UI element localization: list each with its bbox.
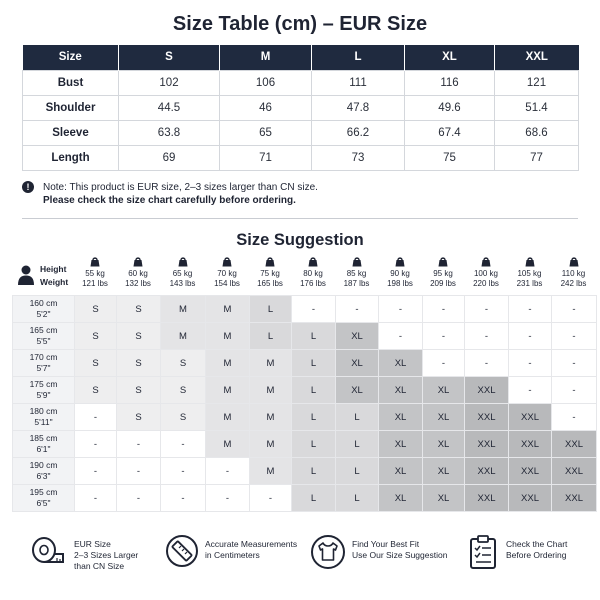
person-icon [16, 264, 36, 286]
size-suggestion-cell: L [292, 458, 336, 485]
table-cell: 49.6 [405, 95, 495, 120]
size-header-s: S [119, 45, 220, 70]
weight-icon [178, 256, 188, 267]
size-suggestion-cell: S [161, 350, 206, 377]
size-suggestion-cell: S [117, 323, 161, 350]
height-label-cell [13, 377, 75, 404]
size-suggestion-cell: - [509, 323, 552, 350]
size-suggestion-cell: M [161, 296, 206, 323]
size-table-header-row [23, 45, 579, 70]
weight-label: Weight [40, 277, 69, 287]
size-suggestion-cell: L [292, 350, 336, 377]
feature-text: Accurate Measurements [205, 539, 298, 549]
clipboard-checklist-icon [468, 534, 498, 570]
section-divider [22, 218, 578, 219]
weight-lbs: 231 lbs [516, 279, 543, 288]
size-suggestion-cell: - [206, 458, 250, 485]
suggestion-row [13, 377, 597, 404]
size-suggestion-cell: L [250, 323, 292, 350]
weight-lbs: 165 lbs [257, 279, 283, 288]
weight-column-header [292, 256, 334, 289]
size-suggestion-cell: S [161, 404, 206, 431]
feature-text: than CN Size [74, 561, 125, 571]
height-label: Height [40, 264, 67, 274]
measuring-tape-icon [30, 534, 66, 570]
suggestion-row [13, 323, 597, 350]
feature-text: Before Ordering [506, 550, 567, 560]
size-suggestion-cell: XL [423, 377, 465, 404]
size-suggestion-cell: XL [379, 404, 423, 431]
size-suggestion-cell: - [75, 458, 117, 485]
weight-icon [265, 256, 275, 267]
row-label: Length [23, 145, 119, 170]
size-suggestion-cell: - [336, 296, 379, 323]
size-suggestion-cell: XL [379, 377, 423, 404]
table-cell: 111 [312, 70, 405, 95]
weight-column-header [249, 256, 291, 289]
size-suggestion-cell: M [250, 404, 292, 431]
size-suggestion-cell: L [292, 404, 336, 431]
size-suggestion-cell: XL [423, 404, 465, 431]
size-suggestion-cell: XL [379, 485, 423, 512]
size-suggestion-cell: - [552, 323, 597, 350]
size-suggestion-cell: M [206, 377, 250, 404]
size-table-row [23, 95, 579, 120]
size-suggestion-cell: - [552, 377, 597, 404]
weight-icon [352, 256, 362, 267]
table-cell: 77 [495, 145, 579, 170]
size-suggestion-cell: M [206, 404, 250, 431]
weight-icon [525, 256, 535, 267]
row-label: Shoulder [23, 95, 119, 120]
weight-icon [308, 256, 318, 267]
size-suggestion-cell: L [336, 485, 379, 512]
height-label-cell [13, 431, 75, 458]
height-cm: 160 cm [29, 298, 58, 308]
feature-text: Find Your Best Fit [352, 539, 420, 549]
suggestion-row [13, 296, 597, 323]
table-cell: 69 [119, 145, 220, 170]
row-label: Sleeve [23, 120, 119, 145]
size-suggestion-cell: L [292, 431, 336, 458]
weight-lbs: 187 lbs [343, 279, 370, 288]
table-cell: 68.6 [495, 120, 579, 145]
size-suggestion-cell: L [336, 458, 379, 485]
size-suggestion-cell: XXL [552, 485, 597, 512]
size-suggestion-cell: - [75, 404, 117, 431]
note-line-1: Note: This product is EUR size, 2–3 sizes larger than CN size. [43, 182, 318, 193]
weight-column-header [74, 256, 116, 289]
size-header-m: M [220, 45, 312, 70]
size-suggestion-cell: L [292, 377, 336, 404]
size-suggestion-cell: S [75, 296, 117, 323]
size-suggestion-cell: L [336, 404, 379, 431]
size-suggestion-cell: M [250, 377, 292, 404]
suggestion-row [13, 350, 597, 377]
size-suggestion-cell: - [552, 404, 597, 431]
feature-check-chart [468, 534, 593, 574]
size-suggestion-cell: - [509, 377, 552, 404]
feature-text: in Centimeters [205, 550, 260, 560]
suggestion-row [13, 404, 597, 431]
size-suggestion-cell: - [206, 485, 250, 512]
size-suggestion-cell: XL [336, 350, 379, 377]
table-cell: 106 [220, 70, 312, 95]
height-label-cell [13, 350, 75, 377]
size-suggestion-cell: XXL [465, 431, 509, 458]
size-table-row [23, 120, 579, 145]
size-suggestion-cell: - [117, 458, 161, 485]
size-suggestion-cell: XL [379, 458, 423, 485]
weight-lbs: 121 lbs [82, 279, 108, 288]
size-suggestion-cell: - [117, 485, 161, 512]
size-suggestion-table [12, 295, 597, 512]
table-cell: 121 [495, 70, 579, 95]
feature-best-fit [310, 534, 460, 574]
size-suggestion-cell: XXL [509, 431, 552, 458]
weight-kg: 100 kg [473, 269, 499, 278]
suggestion-row [13, 431, 597, 458]
size-suggestion-cell: L [292, 485, 336, 512]
size-suggestion-cell: - [161, 431, 206, 458]
weight-column-header [553, 256, 595, 289]
size-suggestion-cell: - [465, 296, 509, 323]
size-suggestion-cell: S [161, 377, 206, 404]
table-cell: 71 [220, 145, 312, 170]
note-line-2: Please check the size chart carefully before ordering. [43, 195, 296, 206]
weight-kg: 75 kg [260, 269, 280, 278]
weight-column-header [422, 256, 464, 289]
size-suggestion-cell: - [292, 296, 336, 323]
weight-icon [133, 256, 143, 267]
size-suggestion-cell: - [423, 323, 465, 350]
weight-kg: 90 kg [390, 269, 410, 278]
size-suggestion-cell: M [206, 323, 250, 350]
weight-icon [569, 256, 579, 267]
suggestion-row [13, 485, 597, 512]
size-suggestion-cell: - [379, 323, 423, 350]
size-suggestion-cell: XXL [509, 485, 552, 512]
height-cm: 185 cm [29, 433, 58, 443]
table-cell: 75 [405, 145, 495, 170]
size-suggestion-cell: S [75, 377, 117, 404]
size-suggestion-cell: S [117, 404, 161, 431]
size-suggestion-cell: M [250, 431, 292, 458]
size-suggestion-cell: - [379, 296, 423, 323]
size-suggestion-cell: - [250, 485, 292, 512]
size-header-xxl: XXL [495, 45, 579, 70]
weight-lbs: 132 lbs [125, 279, 151, 288]
size-suggestion-cell: XL [423, 485, 465, 512]
height-label-cell [13, 323, 75, 350]
height-label-cell [13, 296, 75, 323]
height-cm: 195 cm [29, 487, 58, 497]
size-suggestion-cell: S [117, 377, 161, 404]
ruler-icon [165, 534, 199, 568]
size-suggestion-cell: - [465, 350, 509, 377]
table-cell: 66.2 [312, 120, 405, 145]
size-suggestion-cell: S [117, 296, 161, 323]
weight-column-header [117, 256, 159, 289]
weight-column-header [206, 256, 248, 289]
weight-kg: 70 kg [217, 269, 237, 278]
size-suggestion-cell: M [206, 431, 250, 458]
size-suggestion-cell: S [75, 323, 117, 350]
size-suggestion-cell: XXL [509, 404, 552, 431]
height-cm: 190 cm [29, 460, 58, 470]
weight-lbs: 209 lbs [430, 279, 456, 288]
size-suggestion-cell: XL [423, 458, 465, 485]
height-ft: 5'11" [34, 417, 53, 427]
size-header-label: Size [23, 45, 119, 70]
size-suggestion-cell: - [552, 350, 597, 377]
size-suggestion-cell: M [206, 296, 250, 323]
size-suggestion-cell: S [117, 350, 161, 377]
weight-lbs: 242 lbs [560, 279, 587, 288]
size-suggestion-cell: - [423, 296, 465, 323]
size-suggestion-cell: - [161, 485, 206, 512]
weight-column-header [162, 256, 204, 289]
weight-kg: 60 kg [128, 269, 148, 278]
height-cm: 170 cm [29, 352, 58, 362]
size-suggestion-cell: XL [336, 377, 379, 404]
row-label: Bust [23, 70, 119, 95]
height-ft: 5'5" [36, 336, 51, 346]
size-suggestion-cell: - [75, 485, 117, 512]
weight-icon [90, 256, 100, 267]
table-cell: 102 [119, 70, 220, 95]
size-header-xl: XL [405, 45, 495, 70]
height-ft: 5'2" [36, 309, 51, 319]
feature-eur-size [30, 534, 160, 574]
weight-icon [481, 256, 491, 267]
size-suggestion-cell: S [75, 350, 117, 377]
weight-column-header [509, 256, 551, 289]
weight-icon [222, 256, 232, 267]
weight-kg: 80 kg [303, 269, 323, 278]
weight-icon [438, 256, 448, 267]
feature-measurements [165, 534, 315, 574]
height-cm: 180 cm [29, 406, 58, 416]
size-table-row [23, 70, 579, 95]
weight-lbs: 143 lbs [169, 279, 196, 288]
height-label-cell [13, 485, 75, 512]
table-cell: 67.4 [405, 120, 495, 145]
size-suggestion-cell: XXL [552, 431, 597, 458]
feature-text: EUR Size [74, 539, 111, 549]
size-suggestion-cell: - [509, 350, 552, 377]
height-ft: 6'1" [36, 444, 51, 454]
weight-column-header [336, 256, 378, 289]
size-suggestion-cell: M [250, 458, 292, 485]
height-weight-header [40, 263, 68, 289]
size-suggestion-cell: XXL [465, 458, 509, 485]
weight-lbs: 154 lbs [214, 279, 240, 288]
weight-kg: 110 kg [561, 269, 586, 278]
size-suggestion-cell: M [250, 350, 292, 377]
feature-text: Check the Chart [506, 539, 568, 549]
size-suggestion-cell: XXL [465, 377, 509, 404]
exclamation-icon: ! [22, 181, 34, 193]
weight-kg: 55 kg [85, 269, 105, 278]
table-cell: 116 [405, 70, 495, 95]
size-suggestion-cell: XL [423, 431, 465, 458]
size-suggestion-cell: XXL [552, 458, 597, 485]
table-cell: 65 [220, 120, 312, 145]
size-suggestion-cell: M [206, 350, 250, 377]
size-table-row [23, 145, 579, 170]
size-suggestion-cell: - [117, 431, 161, 458]
size-suggestion-cell: L [250, 296, 292, 323]
size-suggestion-cell: XL [336, 323, 379, 350]
size-suggestion-title: Size Suggestion [236, 231, 364, 249]
size-header-l: L [312, 45, 405, 70]
table-cell: 63.8 [119, 120, 220, 145]
size-suggestion-cell: L [336, 431, 379, 458]
height-ft: 6'5" [36, 498, 51, 508]
size-table [22, 45, 579, 171]
size-suggestion-cell: XL [379, 431, 423, 458]
size-suggestion-cell: - [75, 431, 117, 458]
height-label-cell [13, 404, 75, 431]
size-suggestion-cell: - [465, 323, 509, 350]
weight-icon [395, 256, 405, 267]
size-suggestion-cell: - [552, 296, 597, 323]
size-suggestion-cell: - [161, 458, 206, 485]
table-cell: 73 [312, 145, 405, 170]
weight-lbs: 198 lbs [387, 279, 413, 288]
size-suggestion-cell: M [161, 323, 206, 350]
table-cell: 47.8 [312, 95, 405, 120]
table-cell: 44.5 [119, 95, 220, 120]
height-ft: 6'3" [36, 471, 51, 481]
size-suggestion-cell: XXL [465, 404, 509, 431]
table-cell: 51.4 [495, 95, 579, 120]
size-suggestion-cell: XXL [465, 485, 509, 512]
feature-text: Use Our Size Suggestion [352, 550, 448, 560]
weight-lbs: 220 lbs [473, 279, 499, 288]
weight-kg: 85 kg [346, 269, 367, 278]
size-suggestion-cell: - [423, 350, 465, 377]
tshirt-icon [310, 534, 346, 570]
size-table-title: Size Table (cm) – EUR Size [172, 13, 428, 35]
feature-text: 2–3 Sizes Larger [74, 550, 139, 560]
suggestion-row [13, 458, 597, 485]
weight-kg: 105 kg [517, 269, 542, 278]
height-cm: 175 cm [29, 379, 58, 389]
table-cell: 46 [220, 95, 312, 120]
height-cm: 165 cm [29, 325, 58, 335]
height-ft: 5'9" [36, 390, 51, 400]
weight-kg: 65 kg [172, 269, 193, 278]
height-label-cell [13, 458, 75, 485]
weight-lbs: 176 lbs [300, 279, 326, 288]
size-suggestion-cell: XXL [509, 458, 552, 485]
weight-column-header [379, 256, 421, 289]
size-suggestion-cell: L [292, 323, 336, 350]
weight-column-header [465, 256, 507, 289]
size-suggestion-cell: - [509, 296, 552, 323]
weight-kg: 95 kg [433, 269, 453, 278]
height-ft: 5'7" [36, 363, 51, 373]
size-suggestion-cell: XL [379, 350, 423, 377]
